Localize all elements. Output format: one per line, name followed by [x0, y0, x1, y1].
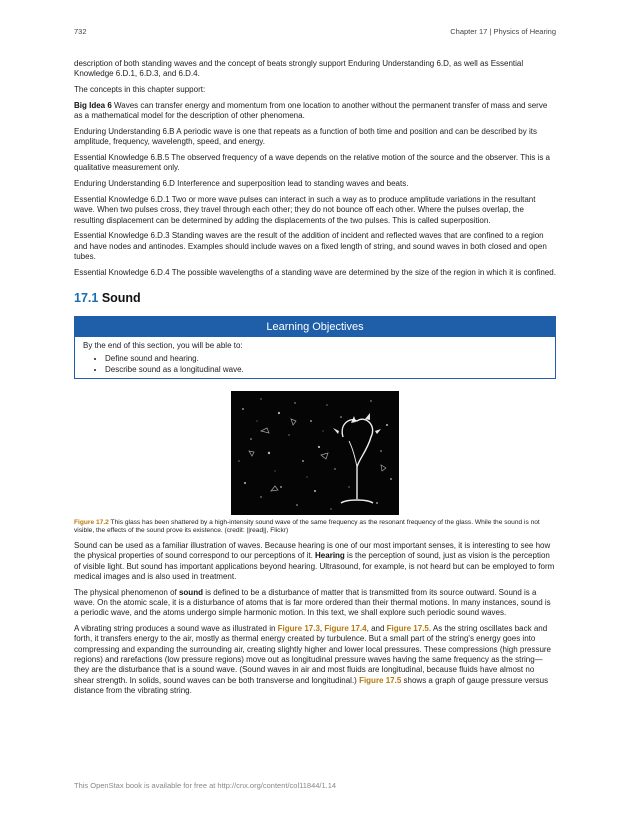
- learning-item: Enduring Understanding 6.D Interference and superposition lead to standing waves and beats.: [74, 179, 409, 189]
- text-run: The physical phenomenon of: [74, 587, 179, 597]
- big-idea-paragraph: [74, 101, 556, 122]
- objective-item: • Define sound and hearing.: [105, 354, 547, 364]
- paragraph-sound: [74, 588, 556, 619]
- section-number: 17.1: [74, 291, 99, 306]
- learning-item: Essential Knowledge 6.D.1 Two or more wave pulses can interact in such a way as to produce amplitude variations in the resultant wave. When two pulses cross, they travel through each other; they do not bounce off each other. Where the pulses overlap, the resulting displacement can be determined by adding the displacements of the two pulses. This is called superposition.: [74, 194, 536, 225]
- section-heading: [74, 291, 556, 305]
- figure-caption: [74, 519, 556, 536]
- text-run: . As the string oscillates back and forth, it transfers energy to the air, mostly as thermal energy created by turbulence. But a small part of the string's energy goes into compressing and expanding the surrounding air, creating slightly higher and lower local pressures. These compressions (high pressure regions) and rarefactions (low pressure regions) move out as longitudinal pressure waves having the same frequency as the string—they are the disturbance that is a sound wave. (Sound waves in air and most fluids are longitudinal, because fluids have almost no shear strength. In solids, sound waves can be both transverse and longitudinal.): [74, 624, 551, 685]
- text-run: , and: [366, 624, 387, 634]
- learning-objectives-list: [83, 354, 547, 375]
- text-run: A vibrating string produces a sound wave as illustrated in: [74, 624, 278, 634]
- learning-objectives-intro: By the end of this section, you will be able to:: [83, 341, 243, 351]
- chapter-title: Chapter 17 | Physics of Hearing: [450, 27, 556, 36]
- section-title: Sound: [98, 291, 141, 306]
- page-content: [74, 59, 556, 702]
- learning-objectives-box: [74, 316, 556, 379]
- term-hearing: Hearing: [315, 551, 345, 561]
- figure-label: Figure 17.2: [74, 518, 109, 526]
- shattered-glass-image: [231, 391, 399, 515]
- figure-link[interactable]: Figure 17.5: [359, 675, 402, 685]
- figure-link[interactable]: Figure 17.5: [386, 624, 429, 634]
- footer-note: This OpenStax book is available for free at http://cnx.org/content/col11844/1.14: [74, 781, 337, 790]
- page-number: 732: [74, 27, 87, 36]
- learning-item: Enduring Understanding 6.B A periodic wave is one that repeats as a function of both time and position and can be described by its amplitude, frequency, wavelength, speed, and energy.: [74, 126, 537, 147]
- big-idea-label: Big Idea 6: [74, 100, 112, 110]
- text-run: is defined to be a disturbance of matter that is transmitted from its source outward. Sound is a wave. On the atomic scale, it is a disturbance of atoms that is far more ordered than their thermal motions. In many instances, sound is a periodic wave, and the atoms undergo simple harmonic motion. In this text, we shall explore such periodic sound waves.: [74, 587, 551, 618]
- text-run: Sound can be used as a familiar illustration of waves. Because hearing is one of our most important senses, it is interesting to see how the physical properties of sound correspond to our perceptions of it.: [74, 541, 551, 561]
- learning-item: Essential Knowledge 6.D.3 Standing waves are the result of the addition of incident and reflected waves that are confined to a region and have nodes and antinodes. Examples should include waves on a fixed length of string, and sound waves in both closed and open tubes.: [74, 231, 547, 261]
- text-run: ,: [319, 624, 325, 634]
- paragraph: The concepts in this chapter support:: [74, 85, 206, 95]
- paragraph: description of both standing waves and the concept of beats strongly support Enduring Understanding 6.D, as well as Essential Knowledge 6.D.1, 6.D.3, and 6.D.4.: [74, 59, 524, 79]
- paragraph-vibrating-string: [74, 624, 556, 696]
- objective-item: • Describe sound as a longitudinal wave.: [105, 365, 547, 375]
- paragraph-hearing: [74, 541, 556, 582]
- figure-caption-text: This glass has been shattered by a high-intensity sound wave of the same frequency as the resonant frequency of the glass. While the sound is not visible, the effects of the sound prove its existence. (credit: ||read||, Flickr): [74, 518, 540, 535]
- text-run: is the perception of sound, just as vision is the perception of visible light. But sound has important applications beyond hearing. Ultrasound, for example, is not heard but can be employed to form medical images and is also used in treatment.: [74, 551, 555, 581]
- learning-item: Essential Knowledge 6.D.4 The possible wavelengths of a standing wave are determined by the size of the region in which it is confined.: [74, 267, 556, 277]
- learning-item: Essential Knowledge 6.B.5 The observed frequency of a wave depends on the relative motion of the source and the observer. This is a qualitative measurement only.: [74, 153, 550, 173]
- figure-link[interactable]: Figure 17.3: [277, 624, 320, 634]
- term-sound: sound: [178, 587, 203, 597]
- learning-objectives-title: Learning Objectives: [75, 317, 555, 337]
- shattered-glass-photo: [231, 391, 399, 515]
- learning-objectives-body: [75, 337, 555, 378]
- big-idea-text: Waves can transfer energy and momentum from one location to another without the permanent transfer of mass and serve as a mathematical model for the description of other phenomena.: [74, 100, 548, 121]
- text-run: shows a graph of gauge pressure versus distance from the vibrating string.: [74, 675, 549, 695]
- figure-link[interactable]: Figure 17.4: [324, 624, 367, 634]
